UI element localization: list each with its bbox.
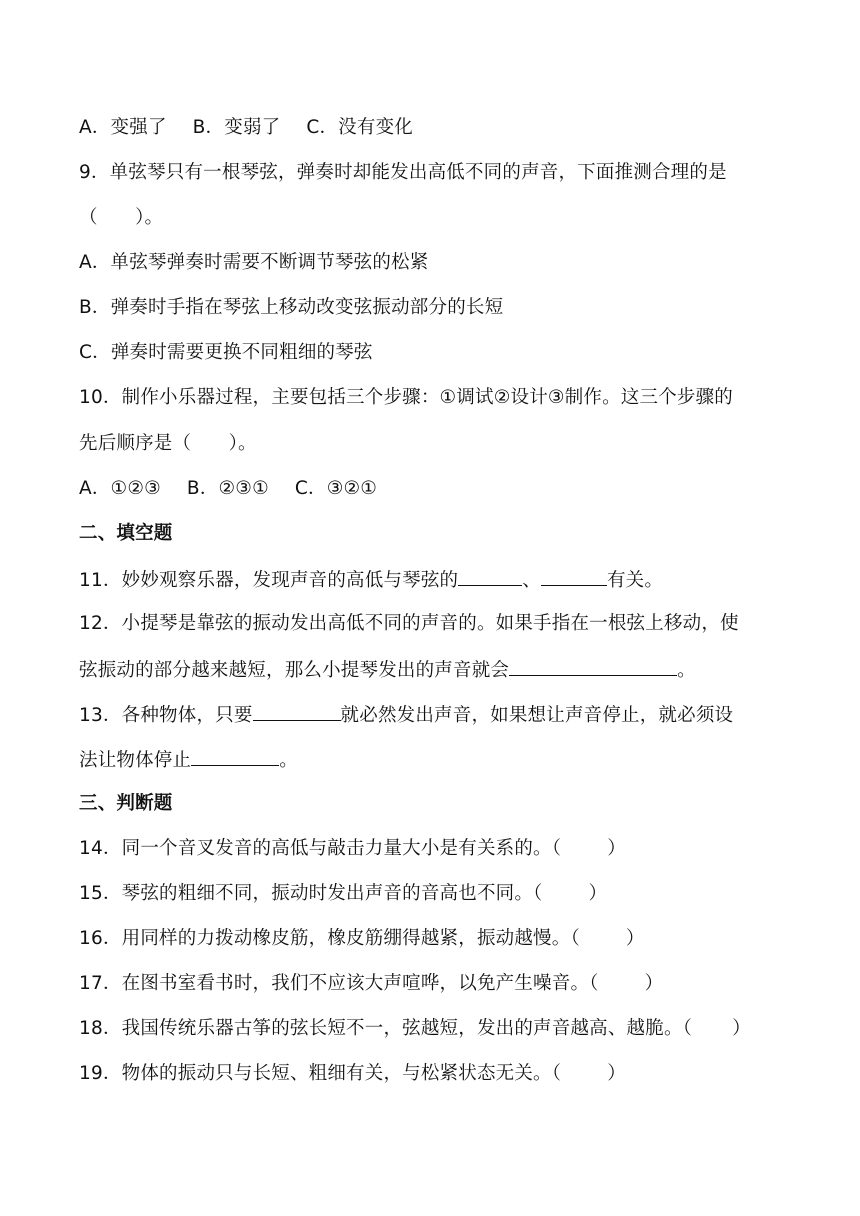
q15-text: 15．琴弦的粗细不同，振动时发出声音的音高也不同。（ (79, 883, 543, 904)
q10-stem-line1: 10．制作小乐器过程，主要包括三个步骤：①调试②设计③制作。这三个步骤的 (79, 387, 733, 408)
q11-text-part1: 11．妙妙观察乐器，发现声音的高低与琴弦的 (79, 570, 459, 591)
q12-text-part2: 。 (677, 660, 696, 681)
section-title-fill-blank: 二、填空题 (79, 523, 173, 544)
q13-line2 (79, 747, 789, 773)
q16 (79, 927, 789, 951)
q14-text: 14．同一个音叉发音的高低与敲击力量大小是有关系的。（ (79, 838, 562, 859)
q15 (79, 882, 789, 906)
q17 (79, 972, 789, 996)
q11-separator: 、 (522, 570, 541, 591)
q17-close: ） (644, 973, 664, 994)
q9-stem-line1: 9．单弦琴只有一根琴弦，弹奏时却能发出高低不同的声音，下面推测合理的是 (79, 162, 727, 183)
q11-blank-1[interactable] (458, 567, 522, 586)
q16-close: ） (625, 928, 645, 949)
q19-text: 19．物体的振动只与长短、粗细有关，与松紧状态无关。（ (79, 1063, 562, 1084)
section-title-judgment: 三、判断题 (79, 793, 173, 814)
q16-text: 16．用同样的力拨动橡皮筋，橡皮筋绷得越紧，振动越慢。（ (79, 928, 580, 949)
q12-line2 (79, 657, 789, 683)
q13-text-part3: 法让物体停止 (79, 750, 192, 771)
q17-text: 17．在图书室看书时，我们不应该大声喧哗，以免产生噪音。（ (79, 973, 599, 994)
q18 (79, 1017, 789, 1041)
q8-option-a: A．变强了 (79, 117, 167, 138)
q9-stem-line2: （ ）。 (79, 207, 164, 228)
q8-options (79, 116, 789, 140)
q10-option-c: C．③②① (294, 478, 378, 499)
q14-close: ） (607, 838, 626, 859)
q12-text-part1: 弦振动的部分越来越短，那么小提琴发出的声音就会 (79, 660, 510, 681)
q10-option-b: B．②③① (186, 478, 269, 499)
q10-option-a: A．①②③ (79, 478, 161, 499)
q13-text-part1: 13．各种物体，只要 (79, 705, 253, 726)
q10-options (79, 477, 789, 501)
q8-option-c: C．没有变化 (306, 117, 413, 138)
q18-close: ） (732, 1018, 751, 1039)
q19 (79, 1062, 789, 1086)
q15-close: ） (588, 883, 608, 904)
q13-line1 (79, 702, 789, 728)
q8-option-b: B．变弱了 (192, 117, 281, 138)
q11 (79, 567, 789, 593)
q11-text-part2: 有关。 (606, 570, 664, 591)
q13-blank-2[interactable] (191, 747, 279, 766)
q19-close: ） (607, 1063, 626, 1084)
q9-option-c: C．弹奏时需要更换不同粗细的琴弦 (79, 342, 373, 363)
q13-blank-1[interactable] (253, 702, 341, 721)
q12-line1: 12．小提琴是靠弦的振动发出高低不同的声音的。如果手指在一根弦上移动，使 (79, 613, 739, 634)
q14 (79, 837, 789, 861)
q13-text-part2: 就必然发出声音，如果想让声音停止，就必须设 (340, 705, 734, 726)
q9-option-b: B．弹奏时手指在琴弦上移动改变弦振动部分的长短 (79, 297, 504, 318)
q13-text-part4: 。 (279, 750, 298, 771)
q12-blank[interactable] (509, 657, 677, 676)
q11-blank-2[interactable] (541, 567, 607, 586)
q10-stem-line2: 先后顺序是（ ）。 (79, 433, 257, 454)
q9-option-a: A．单弦琴弹奏时需要不断调节琴弦的松紧 (79, 252, 429, 273)
q18-text: 18．我国传统乐器古筝的弦长短不一，弦越短，发出的声音越高、越脆。（ (79, 1018, 693, 1039)
